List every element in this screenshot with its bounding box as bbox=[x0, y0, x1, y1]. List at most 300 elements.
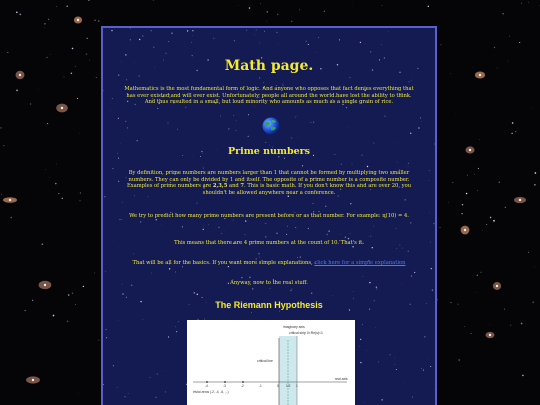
panel-star bbox=[414, 272, 415, 273]
panel-star bbox=[169, 268, 170, 269]
galaxy-core bbox=[9, 199, 11, 201]
panel-star bbox=[279, 311, 280, 312]
star bbox=[64, 76, 65, 77]
panel-star bbox=[372, 247, 373, 248]
panel-star bbox=[408, 251, 409, 252]
panel-star bbox=[276, 233, 277, 234]
star bbox=[489, 324, 490, 325]
star bbox=[512, 122, 514, 124]
panel-star bbox=[157, 374, 158, 375]
panel-star bbox=[192, 55, 193, 56]
star bbox=[382, 5, 383, 6]
riemann-figure bbox=[187, 320, 355, 405]
star bbox=[266, 21, 267, 22]
panel-star bbox=[411, 80, 412, 81]
panel-star bbox=[350, 203, 351, 204]
panel-star bbox=[151, 30, 152, 31]
panel-star bbox=[236, 130, 237, 131]
star bbox=[467, 175, 468, 176]
panel-star bbox=[346, 107, 347, 108]
panel-star bbox=[306, 41, 307, 42]
panel-star bbox=[175, 326, 176, 327]
panel-star bbox=[290, 290, 291, 291]
star bbox=[535, 266, 536, 267]
panel-star bbox=[254, 35, 255, 36]
panel-star bbox=[192, 30, 193, 31]
star bbox=[277, 14, 278, 15]
real-axis-label: real axis bbox=[335, 377, 348, 381]
panel-star bbox=[353, 291, 354, 292]
star bbox=[3, 145, 4, 146]
star bbox=[462, 213, 463, 214]
panel-star bbox=[349, 77, 350, 78]
star bbox=[471, 333, 472, 334]
star bbox=[75, 66, 76, 67]
star bbox=[86, 53, 88, 55]
panel-star bbox=[111, 30, 112, 31]
galaxy-core bbox=[464, 229, 466, 231]
panel-star bbox=[118, 320, 119, 321]
star bbox=[509, 36, 510, 37]
panel-star bbox=[125, 54, 126, 55]
star bbox=[504, 309, 505, 310]
imaginary-axis-label: imaginary axis bbox=[283, 325, 305, 329]
star bbox=[44, 27, 45, 28]
star bbox=[493, 220, 495, 222]
panel-star bbox=[126, 79, 127, 80]
panel-star bbox=[360, 339, 361, 340]
star bbox=[479, 139, 480, 140]
panel-star bbox=[340, 234, 341, 235]
panel-star bbox=[241, 277, 242, 278]
tick-label: -1 bbox=[259, 384, 262, 388]
panel-star bbox=[431, 268, 432, 269]
star bbox=[474, 174, 475, 175]
panel-star bbox=[405, 199, 406, 200]
star bbox=[19, 14, 21, 16]
tick-label: 1/2 bbox=[286, 384, 291, 388]
star bbox=[490, 217, 492, 219]
panel-star bbox=[175, 272, 176, 273]
trivial-zero-dot bbox=[206, 381, 208, 383]
globe-icon bbox=[262, 117, 280, 135]
panel-star bbox=[153, 46, 154, 47]
star bbox=[528, 2, 529, 3]
panel-star bbox=[359, 346, 360, 347]
star bbox=[78, 394, 79, 395]
galaxy-core bbox=[519, 199, 521, 201]
panel-star bbox=[370, 51, 371, 52]
panel-star bbox=[139, 39, 140, 40]
panel-star bbox=[122, 293, 123, 294]
panel-star bbox=[112, 98, 113, 99]
star bbox=[66, 5, 68, 7]
panel-star bbox=[168, 336, 169, 337]
panel-star bbox=[234, 40, 235, 41]
panel-star bbox=[396, 369, 397, 370]
panel-star bbox=[341, 164, 342, 165]
panel-star bbox=[376, 287, 377, 288]
star bbox=[528, 252, 529, 253]
panel-star bbox=[302, 165, 303, 166]
panel-star bbox=[171, 33, 172, 34]
star bbox=[448, 202, 449, 203]
star bbox=[153, 0, 154, 1]
prime-definition-tail: . This is basic math. If you don't know this and are over 20, you shouldn't be allowed anywhere near a conference. bbox=[202, 183, 412, 196]
star bbox=[511, 133, 512, 134]
star bbox=[428, 6, 429, 7]
panel-star bbox=[287, 226, 288, 227]
panel-star bbox=[295, 227, 296, 228]
panel-star bbox=[103, 90, 104, 91]
tick-label: 1 bbox=[296, 384, 298, 388]
panel-star bbox=[193, 35, 194, 36]
panel-star bbox=[265, 142, 266, 143]
panel-star bbox=[297, 257, 298, 258]
panel-star bbox=[203, 168, 204, 169]
star bbox=[260, 3, 261, 4]
panel-star bbox=[142, 319, 143, 320]
star bbox=[519, 42, 520, 43]
star bbox=[522, 375, 524, 377]
panel-star bbox=[259, 43, 260, 44]
tick-label: -3 bbox=[223, 384, 226, 388]
panel-star bbox=[127, 127, 128, 128]
panel-star bbox=[122, 203, 123, 204]
panel-star bbox=[213, 38, 214, 39]
star bbox=[466, 193, 468, 195]
star bbox=[521, 3, 522, 4]
star bbox=[99, 340, 100, 341]
star bbox=[56, 164, 57, 165]
prime-seven: 7 bbox=[240, 183, 245, 190]
panel-star bbox=[203, 229, 204, 230]
panel-star bbox=[248, 136, 249, 137]
panel-star bbox=[265, 223, 266, 224]
panel-star bbox=[125, 396, 126, 397]
panel-star bbox=[378, 362, 379, 363]
star bbox=[89, 60, 90, 61]
panel-star bbox=[363, 402, 364, 403]
star bbox=[478, 168, 479, 169]
panel-star bbox=[118, 74, 119, 75]
panel-star bbox=[249, 277, 250, 278]
star bbox=[440, 44, 441, 45]
panel-star bbox=[373, 143, 374, 144]
panel-star bbox=[295, 118, 296, 119]
star bbox=[1, 127, 2, 128]
star bbox=[510, 325, 511, 326]
trivial-zero-dot bbox=[224, 381, 226, 383]
panel-star bbox=[151, 273, 152, 274]
star bbox=[458, 304, 459, 305]
panel-star bbox=[286, 234, 287, 235]
galaxy-core bbox=[19, 74, 21, 76]
panel-star bbox=[291, 138, 292, 139]
star bbox=[249, 7, 251, 9]
panel-star bbox=[429, 180, 430, 181]
panel-star bbox=[182, 226, 183, 227]
panel-star bbox=[104, 196, 105, 197]
panel-star bbox=[408, 166, 409, 167]
panel-star bbox=[362, 324, 363, 325]
star bbox=[505, 207, 506, 208]
panel-star bbox=[434, 144, 435, 145]
panel-star bbox=[264, 31, 265, 32]
panel-star bbox=[339, 39, 340, 40]
panel-star bbox=[187, 30, 188, 31]
panel-star bbox=[433, 223, 434, 224]
panel-star bbox=[265, 236, 266, 237]
panel-star bbox=[421, 368, 422, 369]
panel-star bbox=[395, 364, 396, 365]
star bbox=[324, 11, 325, 12]
star bbox=[48, 19, 49, 20]
panel-star bbox=[311, 292, 312, 293]
panel-star bbox=[410, 222, 411, 223]
panel-star bbox=[208, 224, 209, 225]
panel-star bbox=[140, 221, 141, 222]
panel-star bbox=[325, 206, 326, 207]
panel-star bbox=[259, 77, 260, 78]
star bbox=[534, 184, 536, 186]
star bbox=[299, 9, 300, 10]
critical-strip-label: critical strip 0<Re(s)<1 bbox=[289, 331, 323, 335]
galaxy-core bbox=[489, 334, 491, 336]
panel-star bbox=[423, 370, 424, 371]
prime-and-text: and bbox=[227, 183, 241, 190]
panel-star bbox=[432, 289, 433, 290]
panel-star bbox=[256, 29, 257, 30]
star bbox=[56, 6, 57, 7]
panel-star bbox=[165, 391, 166, 392]
panel-star bbox=[332, 295, 333, 296]
prime-numbers-heading: Prime numbers bbox=[227, 146, 311, 157]
panel-star bbox=[360, 42, 361, 43]
panel-star bbox=[312, 203, 313, 204]
panel-star bbox=[311, 122, 312, 123]
star bbox=[98, 20, 100, 22]
star bbox=[494, 47, 495, 48]
panel-star bbox=[284, 158, 285, 159]
panel-star bbox=[233, 115, 234, 116]
star bbox=[16, 11, 18, 13]
panel-star bbox=[218, 227, 219, 228]
panel-star bbox=[168, 123, 169, 124]
panel-star bbox=[296, 116, 297, 117]
star bbox=[7, 52, 8, 53]
panel-star bbox=[424, 336, 425, 337]
panel-star bbox=[196, 203, 197, 204]
panel-star bbox=[382, 399, 383, 400]
panel-star bbox=[363, 276, 364, 277]
star bbox=[450, 302, 451, 303]
panel-star bbox=[105, 329, 106, 330]
panel-star bbox=[319, 211, 320, 212]
panel-star bbox=[258, 253, 259, 254]
panel-star bbox=[366, 351, 367, 352]
panel-star bbox=[103, 384, 104, 385]
galaxy-core bbox=[44, 284, 46, 286]
panel-star bbox=[308, 44, 309, 45]
panel-star bbox=[178, 321, 179, 322]
panel-star bbox=[412, 397, 413, 398]
panel-star bbox=[118, 118, 119, 119]
star bbox=[62, 198, 63, 199]
star bbox=[58, 193, 59, 194]
star bbox=[44, 23, 46, 25]
panel-star bbox=[291, 288, 292, 289]
star bbox=[291, 21, 292, 22]
star bbox=[83, 286, 84, 287]
panel-star bbox=[430, 242, 431, 243]
content-panel bbox=[101, 26, 437, 405]
panel-star bbox=[165, 53, 166, 54]
panel-star bbox=[326, 234, 327, 235]
panel-star bbox=[433, 389, 434, 390]
panel-star bbox=[397, 162, 398, 163]
trivial-zeros-label: trivial zeros (-2, -4, -6, ...) bbox=[193, 390, 229, 394]
panel-star bbox=[155, 397, 156, 398]
simple-explanation-link[interactable]: click here for a simple explanation bbox=[314, 260, 406, 266]
panel-star bbox=[421, 121, 422, 122]
panel-star bbox=[215, 38, 216, 39]
panel-star bbox=[191, 42, 192, 43]
critical-strip-diagram bbox=[187, 320, 355, 405]
galaxy-core bbox=[469, 149, 471, 151]
panel-star bbox=[133, 253, 134, 254]
real-stuff-paragraph: Anyway, now to the real stuff. bbox=[230, 280, 308, 286]
star bbox=[38, 89, 39, 90]
panel-star bbox=[282, 83, 283, 84]
star bbox=[521, 323, 523, 325]
panel-star bbox=[308, 228, 309, 229]
star bbox=[1, 194, 2, 195]
panel-star bbox=[345, 236, 346, 237]
star bbox=[32, 300, 33, 301]
panel-star bbox=[245, 234, 246, 235]
star bbox=[47, 57, 48, 58]
panel-star bbox=[233, 219, 234, 220]
star bbox=[486, 224, 487, 225]
panel-star bbox=[130, 39, 131, 40]
panel-star bbox=[194, 292, 195, 293]
panel-star bbox=[381, 45, 382, 46]
star bbox=[67, 320, 69, 322]
star bbox=[30, 103, 31, 104]
panel-star bbox=[390, 354, 391, 355]
panel-star bbox=[168, 41, 169, 42]
panel-star bbox=[245, 220, 246, 221]
page-title: Math page. bbox=[224, 58, 314, 74]
riemann-hypothesis-heading: The Riemann Hypothesis bbox=[215, 300, 323, 310]
panel-star bbox=[350, 233, 351, 234]
panel-star bbox=[328, 230, 330, 232]
star bbox=[497, 68, 498, 69]
panel-star bbox=[142, 35, 143, 36]
galaxy-core bbox=[32, 379, 34, 381]
panel-star bbox=[166, 370, 167, 371]
galaxy-core bbox=[77, 19, 79, 21]
star bbox=[450, 73, 451, 74]
star bbox=[462, 204, 464, 206]
star bbox=[11, 217, 13, 219]
tick-label: -4 bbox=[205, 384, 208, 388]
panel-star bbox=[251, 312, 252, 313]
star bbox=[88, 0, 89, 1]
star bbox=[267, 11, 268, 12]
panel-star bbox=[246, 30, 247, 31]
panel-star bbox=[105, 271, 106, 272]
star bbox=[79, 133, 80, 134]
critical-line-label: critical line bbox=[257, 359, 273, 363]
panel-star bbox=[113, 365, 114, 366]
panel-star bbox=[248, 114, 249, 115]
tick-label: -2 bbox=[241, 384, 244, 388]
panel-star bbox=[395, 358, 396, 359]
panel-star bbox=[263, 82, 264, 83]
star bbox=[94, 273, 95, 274]
trivial-zero-dot bbox=[242, 381, 244, 383]
star bbox=[499, 181, 501, 183]
basics-paragraph bbox=[121, 260, 417, 267]
star bbox=[25, 310, 26, 311]
panel-star bbox=[202, 297, 203, 298]
panel-star bbox=[408, 163, 409, 164]
star bbox=[87, 38, 88, 39]
panel-star bbox=[411, 275, 413, 277]
star bbox=[80, 201, 81, 202]
star bbox=[464, 326, 465, 327]
panel-star bbox=[157, 108, 158, 109]
star bbox=[94, 19, 96, 21]
panel-star bbox=[388, 31, 389, 32]
panel-star bbox=[125, 121, 126, 122]
panel-star bbox=[221, 233, 222, 234]
star bbox=[47, 123, 48, 124]
panel-star bbox=[161, 224, 162, 225]
star bbox=[477, 275, 478, 276]
star bbox=[53, 315, 55, 317]
panel-star bbox=[118, 181, 119, 182]
panel-star bbox=[177, 129, 178, 130]
panel-star bbox=[259, 257, 260, 258]
star bbox=[96, 77, 97, 78]
panel-star bbox=[148, 196, 149, 197]
star bbox=[16, 90, 18, 92]
panel-star bbox=[130, 28, 131, 29]
star bbox=[452, 182, 453, 183]
panel-star bbox=[370, 236, 371, 237]
star bbox=[481, 272, 482, 273]
panel-star bbox=[420, 117, 421, 118]
panel-star bbox=[313, 122, 314, 123]
basics-text: That will be all for the basics. If you want more simple explanations, bbox=[132, 260, 315, 266]
panel-star bbox=[409, 81, 410, 82]
panel-star bbox=[126, 297, 127, 298]
panel-star bbox=[360, 362, 361, 363]
panel-star bbox=[117, 387, 118, 388]
galaxy-core bbox=[479, 74, 481, 76]
panel-star bbox=[352, 163, 353, 164]
star bbox=[72, 293, 73, 294]
prime-examples: 2,3,5 bbox=[212, 183, 228, 190]
panel-star bbox=[236, 120, 237, 121]
panel-star bbox=[176, 331, 177, 332]
tick-label: 0 bbox=[277, 384, 279, 388]
panel-star bbox=[276, 32, 277, 33]
star bbox=[71, 73, 73, 75]
